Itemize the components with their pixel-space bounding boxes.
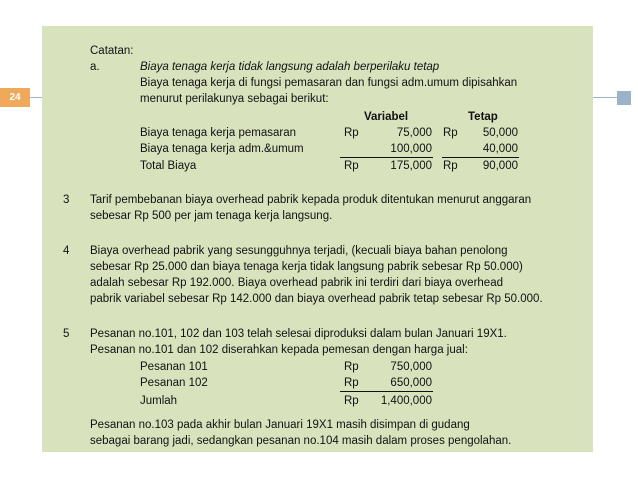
- item-a-title: Biaya tenaga kerja tidak langsung adalah berperilaku tetap: [140, 61, 440, 73]
- table-row-variabel: 100,000: [390, 143, 432, 155]
- table-row-tetap: 50,000: [482, 127, 518, 139]
- order-row-label: Jumlah: [140, 395, 178, 407]
- item-4-number: 4: [63, 245, 70, 257]
- item-4-line2: sebesar Rp 25.000 dan biaya tenaga kerja tidak langsung pabrik sebesar Rp 50.000): [90, 261, 523, 273]
- table-row-currency: Rp: [443, 127, 458, 139]
- table-row-currency: Rp: [344, 127, 359, 139]
- item-a-line2: menurut perilakunya sebagai berikut:: [140, 93, 329, 105]
- sum-rule-variabel: [340, 157, 433, 158]
- order-row-currency: Rp: [344, 395, 359, 407]
- order-sum-rule: [340, 391, 433, 392]
- sum-rule-tetap: [442, 157, 519, 158]
- item-4-line4: pabrik variabel sebesar Rp 142.000 dan biaya overhead pabrik tetap sebesar Rp 50.000.: [90, 293, 543, 305]
- item-3-line1: Tarif pembebanan biaya overhead pabrik kepada produk ditentukan menurut anggaran: [90, 194, 532, 206]
- document-image: [42, 26, 593, 452]
- table-row-currency: Rp: [344, 160, 359, 172]
- table-row-variabel: 75,000: [396, 127, 432, 139]
- table-row-tetap: 90,000: [482, 160, 518, 172]
- item-4-line3: adalah sebesar Rp 192.000. Biaya overhead pabrik ini terdiri dari biaya overhead: [90, 277, 503, 289]
- decorative-line-left: [30, 97, 42, 98]
- table-row-label: Total Biaya: [140, 160, 197, 172]
- order-row-currency: Rp: [344, 377, 359, 389]
- col-header-tetap: Tetap: [468, 111, 498, 123]
- catatan-heading: Catatan:: [90, 45, 134, 57]
- table-row-tetap: 40,000: [482, 143, 518, 155]
- table-row-label: Biaya tenaga kerja pemasaran: [140, 127, 296, 139]
- item-a-line1: Biaya tenaga kerja di fungsi pemasaran dan fungsi adm.umum dipisahkan: [140, 77, 518, 89]
- item-5-number: 5: [63, 328, 70, 340]
- order-row-label: Pesanan 102: [140, 377, 208, 389]
- item-3-line2: sebesar Rp 500 per jam tenaga kerja langsung.: [90, 210, 333, 222]
- order-row-value: 750,000: [390, 361, 432, 373]
- order-row-label: Pesanan 101: [140, 361, 208, 373]
- decorative-line-right: [593, 97, 617, 98]
- item-5-line4: sebagai barang jadi, sedangkan pesanan no.104 masih dalam proses pengolahan.: [90, 435, 512, 447]
- table-row-currency: Rp: [443, 160, 458, 172]
- order-row-value: 650,000: [390, 377, 432, 389]
- col-header-variabel: Variabel: [364, 111, 409, 123]
- item-5-line2: Pesanan no.101 dan 102 diserahkan kepada pemesan dengan harga jual:: [90, 344, 468, 356]
- table-row-label: Biaya tenaga kerja adm.&umum: [140, 143, 304, 155]
- order-row-currency: Rp: [344, 361, 359, 373]
- decorative-square: [617, 91, 631, 105]
- item-4-line1: Biaya overhead pabrik yang sesungguhnya terjadi, (kecuali biaya bahan penolong: [90, 245, 508, 257]
- item-5-line3: Pesanan no.103 pada akhir bulan Januari 19X1 masih disimpan di gudang: [90, 419, 470, 431]
- slide-number: 24: [0, 88, 30, 107]
- order-row-value: 1,400,000: [380, 395, 432, 407]
- item-a-marker: a.: [90, 61, 100, 73]
- item-3-number: 3: [63, 194, 70, 206]
- table-row-variabel: 175,000: [390, 160, 432, 172]
- item-5-line1: Pesanan no.101, 102 dan 103 telah selesai diproduksi dalam bulan Januari 19X1.: [90, 328, 507, 340]
